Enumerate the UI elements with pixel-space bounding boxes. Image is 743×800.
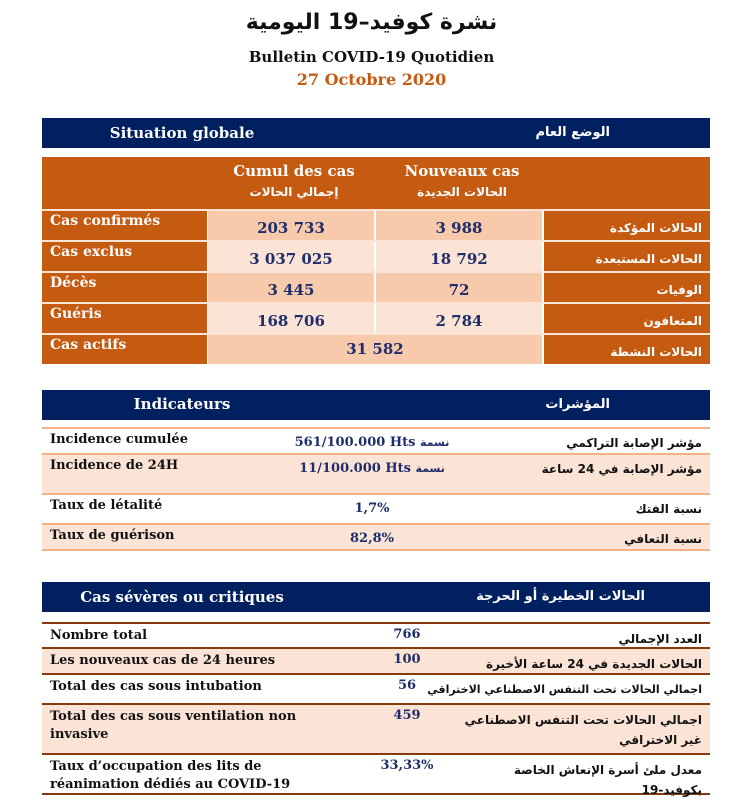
indicator-value-text: 561/100.000 Hts [294,435,416,450]
indicators-header-bar [42,390,710,420]
row-label-fr: Guéris [42,304,207,333]
indicator-label-ar: نسبة التعافي [624,532,702,546]
indicator-label-fr: Incidence cumulée [50,432,188,447]
cumul-value: 168 706 [208,304,374,333]
severe-row [42,703,710,753]
severe-label-ar: الحالات الجديدة في 24 ساعة الأخيرة [485,657,702,671]
severe-value: 56 [397,678,417,693]
severe-table [42,622,710,795]
column-cumul-fr: Cumul des cas [233,162,355,180]
severe-label-fr: Nombre total [50,628,148,643]
indicators-title-ar: المؤشرات [545,397,610,412]
severe-value: 459 [393,708,421,723]
column-new-ar: الحالات الجديدة [417,185,507,199]
severe-label-ar: اجمالي الحالات تحت التنفس الاصطناعي الاختراقي [427,683,702,696]
indicator-value: 1,7% [354,501,390,516]
row-label-fr: Cas exclus [42,242,207,271]
column-cumul-ar: إجمالي الحالات [249,185,339,199]
column-cumul [210,162,378,199]
indicator-label-fr: Taux de létalité [50,498,163,513]
new-value: 3 988 [376,211,542,240]
severe-row [42,753,710,797]
situation-header-bar [42,118,710,148]
severe-label-ar: معدل ملئ أسرة الإنعاش الخاصة بكوفيد-19 [513,763,702,797]
situation-column-header [42,157,710,209]
severe-label-fr: Total des cas sous ventilation non invasive [50,709,297,742]
bulletin-date: 27 Octobre 2020 [296,70,447,89]
indicator-value-text: 11/100.000 Hts [299,461,411,476]
active-value: 31 582 [208,335,542,364]
row-label-ar: الحالات المؤكدة [544,211,710,240]
severe-value: 33,33% [380,758,434,773]
indicator-label-fr: Incidence de 24H [50,458,179,473]
row-label-ar: الحالات النشطة [544,335,710,364]
indicator-value [247,435,497,450]
situation-title-ar: الوضع العام [535,125,610,140]
severe-label-fr: Taux d’occupation des lits de réanimation dédiés au COVID-19 [50,759,291,792]
indicator-label-ar: نسبة الفتك [635,502,702,516]
new-value: 18 792 [376,242,542,271]
situation-table [42,157,710,364]
indicator-row [42,523,710,551]
severe-value: 766 [393,627,421,642]
indicator-label-ar: مؤشر الإصابة في 24 ساعة [541,462,702,476]
situation-title-fr: Situation globale [109,124,255,142]
cumul-value: 203 733 [208,211,374,240]
indicator-value: 82,8% [349,531,394,546]
indicator-row [42,427,710,453]
row-label-fr: Décès [42,273,207,302]
severe-label-ar: العدد الإجمالي [618,632,702,646]
row-label-ar: الوفيات [544,273,710,302]
situation-row-deaths [42,271,710,302]
cumul-value: 3 037 025 [208,242,374,271]
severe-header-bar [42,582,710,612]
severe-label-ar: اجمالي الحالات تحت التنفس الاصطناعي غير الاختراقي [464,713,702,747]
indicator-label-ar: مؤشر الإصابة التراكمي [566,436,702,450]
new-value: 72 [376,273,542,302]
indicator-value [247,461,497,476]
column-new-fr: Nouveaux cas [404,162,520,180]
indicator-row [42,453,710,493]
situation-row-confirmed [42,209,710,240]
cumul-value: 3 445 [208,273,374,302]
indicator-label-fr: Taux de guérison [50,528,175,543]
situation-row-active [42,333,710,364]
row-label-fr: Cas confirmés [42,211,207,240]
new-value: 2 784 [376,304,542,333]
row-label-fr: Cas actifs [42,335,207,364]
severe-row [42,673,710,703]
row-label-ar: الحالات المستبعدة [544,242,710,271]
indicator-unit-ar: نسمة [415,462,445,475]
severe-row [42,647,710,673]
severe-label-fr: Total des cas sous intubation [50,679,262,694]
bulletin-title-fr: Bulletin COVID-19 Quotidien [248,48,495,66]
indicators-title-fr: Indicateurs [133,395,231,413]
severe-label-fr: Les nouveaux cas de 24 heures [50,653,276,668]
indicator-unit-ar: نسمة [419,436,450,449]
situation-row-recovered [42,302,710,333]
indicators-table [42,427,710,551]
severe-value: 100 [393,652,421,667]
bulletin-title-ar: نشرة كوفيد–19 اليومية [245,10,498,35]
severe-title-ar: الحالات الخطيرة أو الحرجة [476,589,645,604]
row-label-ar: المتعافون [544,304,710,333]
column-new [378,162,546,199]
situation-row-excluded [42,240,710,271]
indicator-row [42,493,710,523]
severe-title-fr: Cas sévères ou critiques [80,588,284,606]
severe-row [42,622,710,647]
